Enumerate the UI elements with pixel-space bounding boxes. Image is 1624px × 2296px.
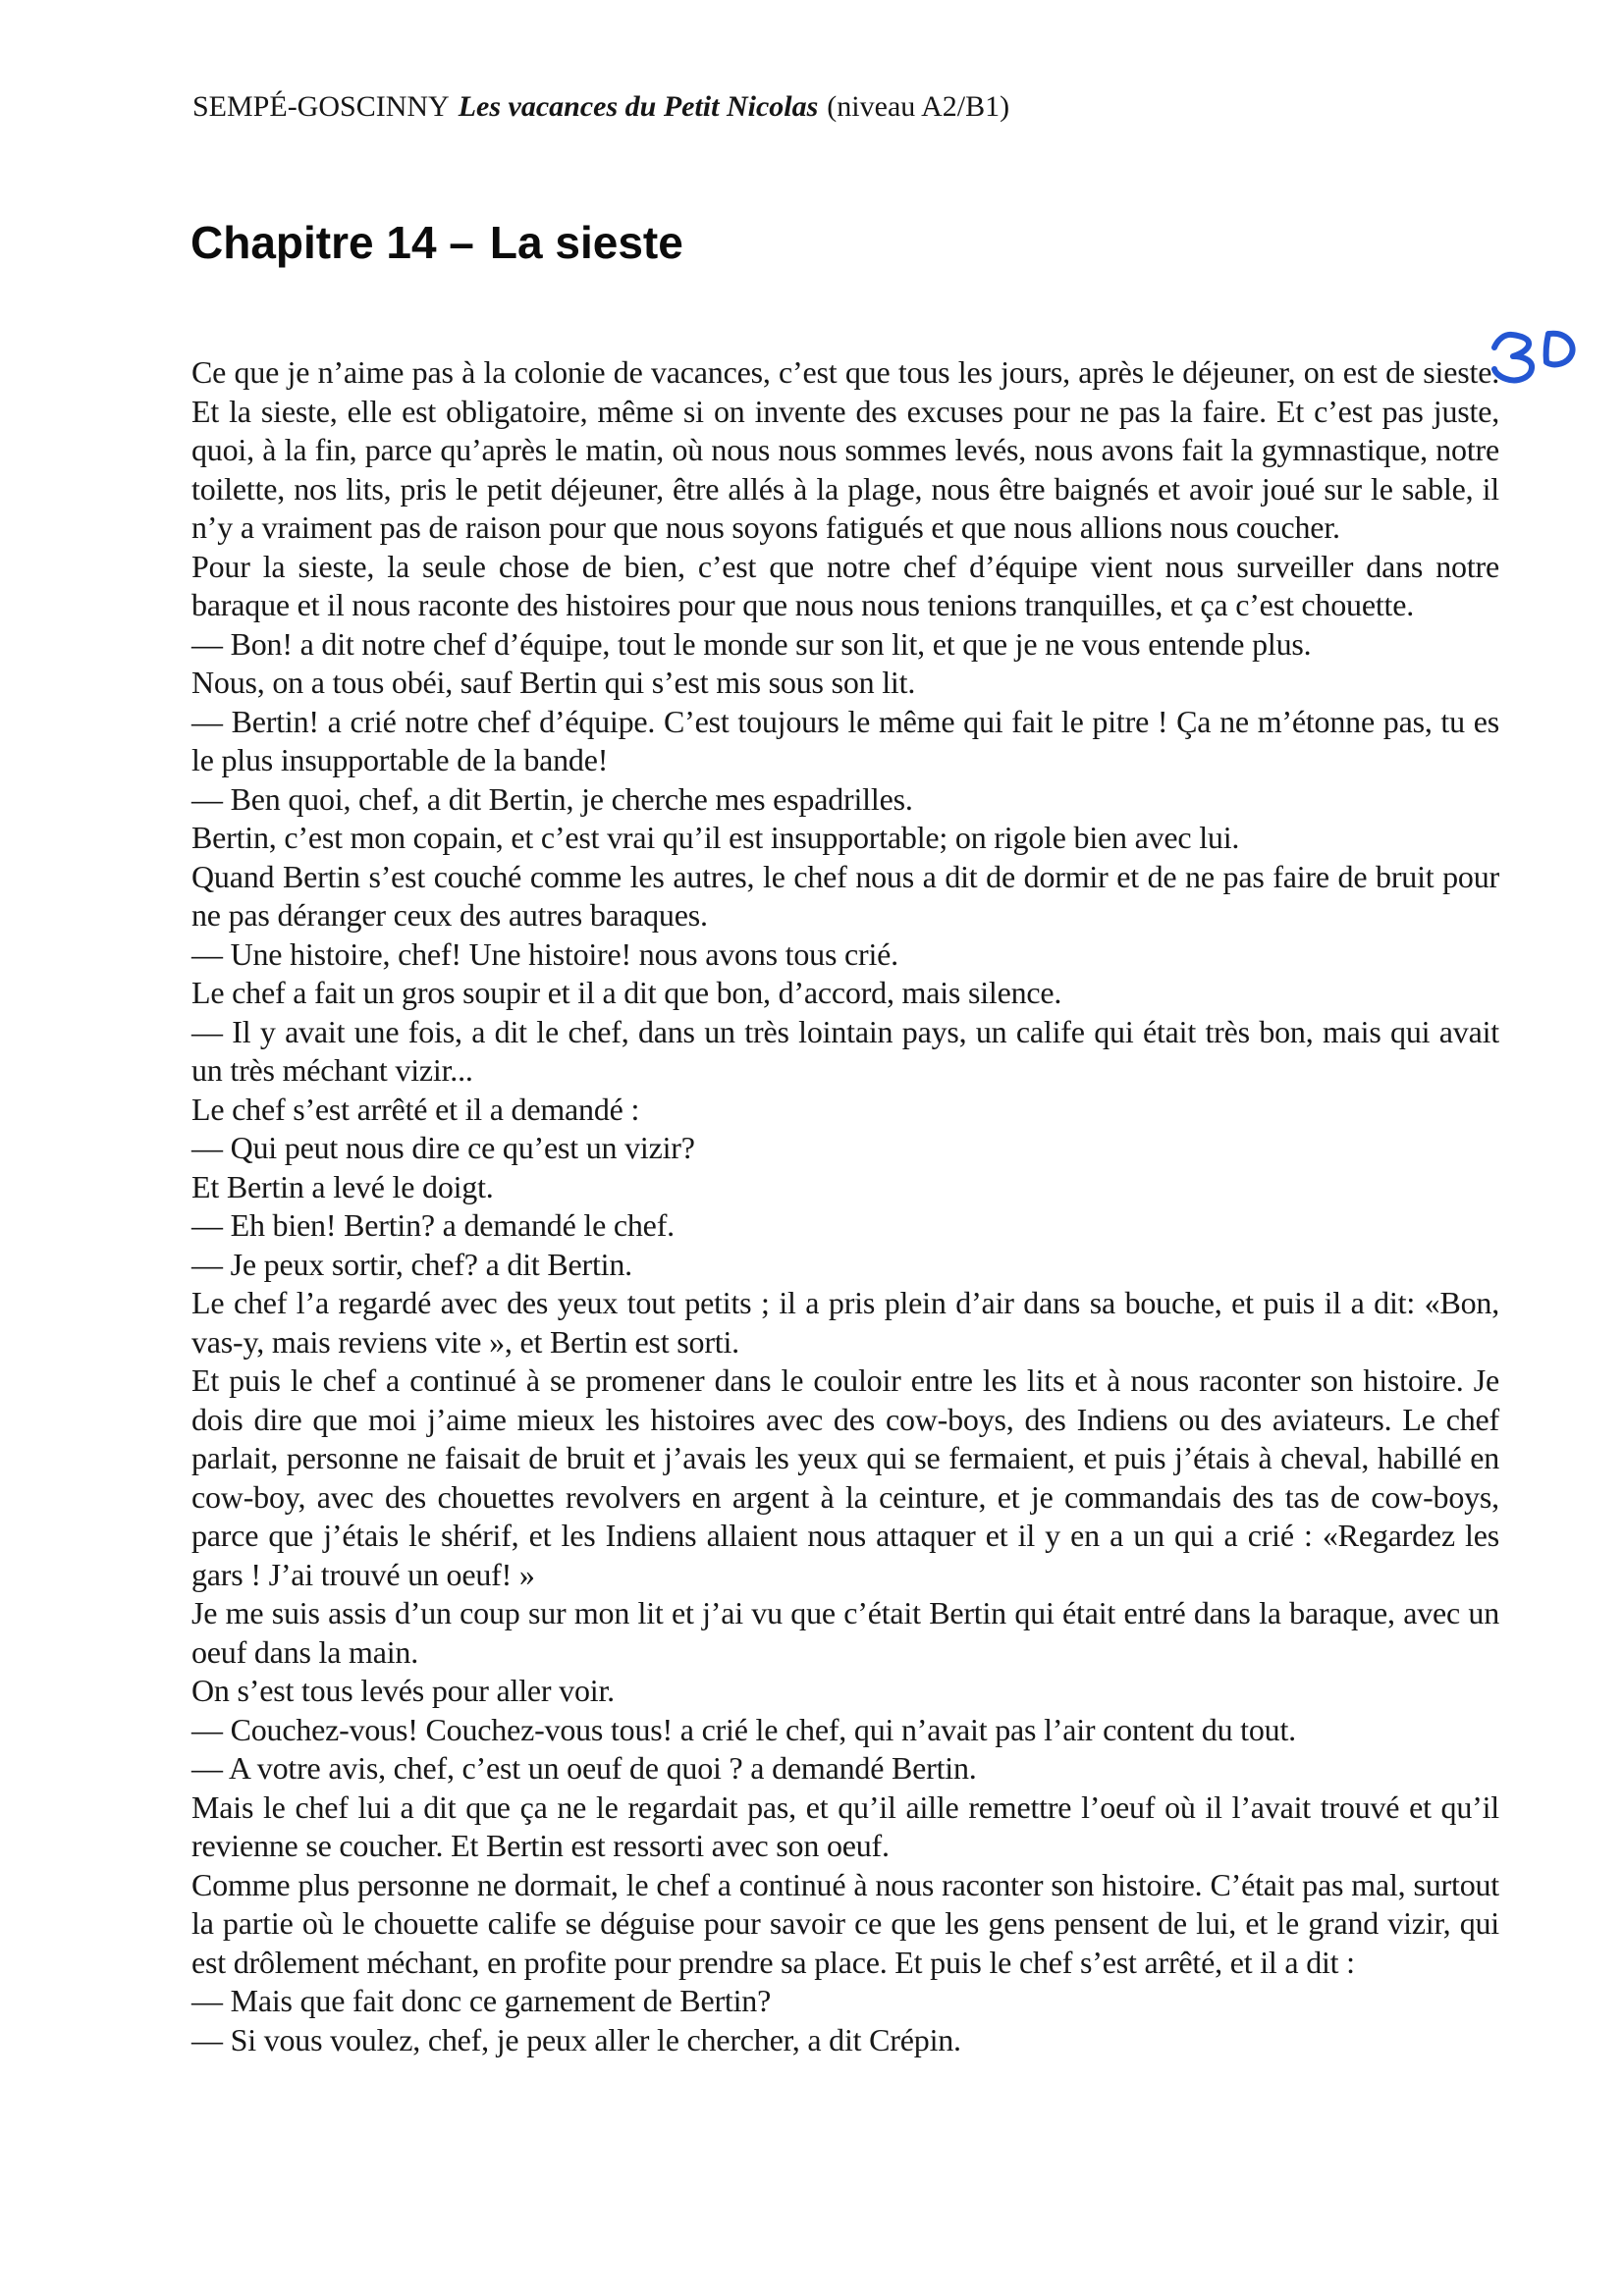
paragraph: Le chef a fait un gros soupir et il a dit que bon, d’accord, mais silence. (191, 975, 1062, 1010)
handwritten-digit-3 (1494, 335, 1532, 381)
paragraph: Nous, on a tous obéi, sauf Bertin qui s’est mis sous son lit. (191, 665, 916, 700)
paragraph: — Je peux sortir, chef? a dit Bertin. (191, 1246, 632, 1282)
paragraph: Et puis le chef a continué à se promener dans le couloir entre les lits et à nous raconter son histoire. Je dois dire que moi j’aime mieux les histoires avec des cow-boys, des Indiens ou des aviateurs. Le chef parlait, personne ne faisait de bruit et j’avais les yeux qui se fermaient, et puis j’étais à cheval, habillé en cow-boy, avec des chouettes revolvers en argent à la ceinture, et je commandais des tas de cow-boys, parce que j’étais le shérif, et les Indiens allaient nous attaquer et il y en a un qui a crié : «Regardez les gars ! J’ai trouvé un oeuf! » (191, 1362, 1499, 1592)
paragraph: — A votre avis, chef, c’est un oeuf de quoi ? a demandé Bertin. (191, 1750, 977, 1786)
paragraph: Quand Bertin s’est couché comme les autres, le chef nous a dit de dormir et de ne pas faire de bruit pour ne pas déranger ceux des autres baraques. (191, 858, 1499, 933)
paragraph: Ce que je n’aime pas à la colonie de vacances, c’est que tous les jours, après le déjeuner, on est de sieste. Et la sieste, elle est obligatoire, même si on invente des excuses pour ne pas la faire. Et c’est pas juste, quoi, à la fin, parce qu’après le matin, où nous nous sommes levés, nous avons fait la gymnastique, notre toilette, nos lits, pris le petit déjeuner, être allés à la plage, nous être baignés et avoir joué sur le sable, il n’y a vraiment pas de raison pour que nous soyons fatigués et que nous allions nous coucher. (191, 354, 1499, 545)
paragraph: Pour la sieste, la seule chose de bien, c’est que notre chef d’équipe vient nous surveiller dans notre baraque et il nous raconte des histoires pour que nous nous tenions tranquilles, et ça c’est chouette. (191, 548, 1499, 622)
paragraph: Le chef s’est arrêté et il a demandé : (191, 1091, 640, 1127)
paragraph: — Qui peut nous dire ce qu’est un vizir? (191, 1130, 695, 1165)
paragraph: — Mais que fait donc ce garnement de Bertin? (191, 1983, 772, 2018)
paragraph: — Bon! a dit notre chef d’équipe, tout le monde sur son lit, et que je ne vous entende plus. (191, 625, 1312, 662)
chapter-body-text (191, 353, 1499, 2059)
paragraph: — Ben quoi, chef, a dit Bertin, je cherche mes espadrilles. (191, 780, 913, 817)
paragraph: — Si vous voulez, chef, je peux aller le chercher, a dit Crépin. (191, 2021, 961, 2057)
handwritten-grade-annotation (1486, 327, 1584, 388)
paragraph: — Eh bien! Bertin? a demandé le chef. (191, 1207, 675, 1243)
paragraph: Et Bertin a levé le doigt. (191, 1168, 494, 1204)
header-authors: SEMPÉ-GOSCINNY (192, 90, 450, 123)
paragraph: — Il y avait une fois, a dit le chef, dans un très lointain pays, un calife qui était très bon, mais qui avait un très méchant vizir... (191, 1013, 1499, 1088)
paragraph: — Couchez-vous! Couchez-vous tous! a crié le chef, qui n’avait pas l’air content du tout. (191, 1711, 1296, 1747)
chapter-title-name: La sieste (489, 217, 683, 268)
paragraph: — Une histoire, chef! Une histoire! nous avons tous crié. (191, 935, 898, 972)
header-level: (niveau A2/B1) (827, 90, 1010, 123)
paragraph: Le chef l’a regardé avec des yeux tout petits ; il a pris plein d’air dans sa bouche, et puis il a dit: «Bon, vas-y, mais reviens vite », et Bertin est sorti. (191, 1285, 1499, 1360)
page-header (192, 90, 1009, 124)
handwritten-digit-0 (1546, 334, 1573, 365)
paragraph: On s’est tous levés pour aller voir. (191, 1673, 615, 1708)
paragraph: Je me suis assis d’un coup sur mon lit et j’ai vu que c’était Bertin qui était entré dans la baraque, avec un oeuf dans la main. (191, 1595, 1499, 1670)
chapter-title-number: Chapitre 14 – (190, 217, 474, 268)
paragraph: — Bertin! a crié notre chef d’équipe. C’est toujours le même qui fait le pitre ! Ça ne m’étonne pas, tu es le plus insupportable de la bande! (191, 703, 1499, 777)
header-book-title: Les vacances du Petit Nicolas (458, 90, 819, 123)
paragraph: Mais le chef lui a dit que ça ne le regardait pas, et qu’il aille remettre l’oeuf où il l’avait trouvé et qu’il revienne se coucher. Et Bertin est ressorti avec son oeuf. (191, 1789, 1499, 1863)
paragraph: Comme plus personne ne dormait, le chef a continué à nous raconter son histoire. C’était pas mal, surtout la partie où le chouette calife se déguise pour savoir ce que les gens pensent de lui, et le grand vizir, qui est drôlement méchant, en profite pour prendre sa place. Et puis le chef s’est arrêté, et il a dit : (191, 1866, 1499, 1980)
chapter-title (190, 216, 683, 269)
paragraph: Bertin, c’est mon copain, et c’est vrai qu’il est insupportable; on rigole bien avec lui. (191, 820, 1240, 855)
